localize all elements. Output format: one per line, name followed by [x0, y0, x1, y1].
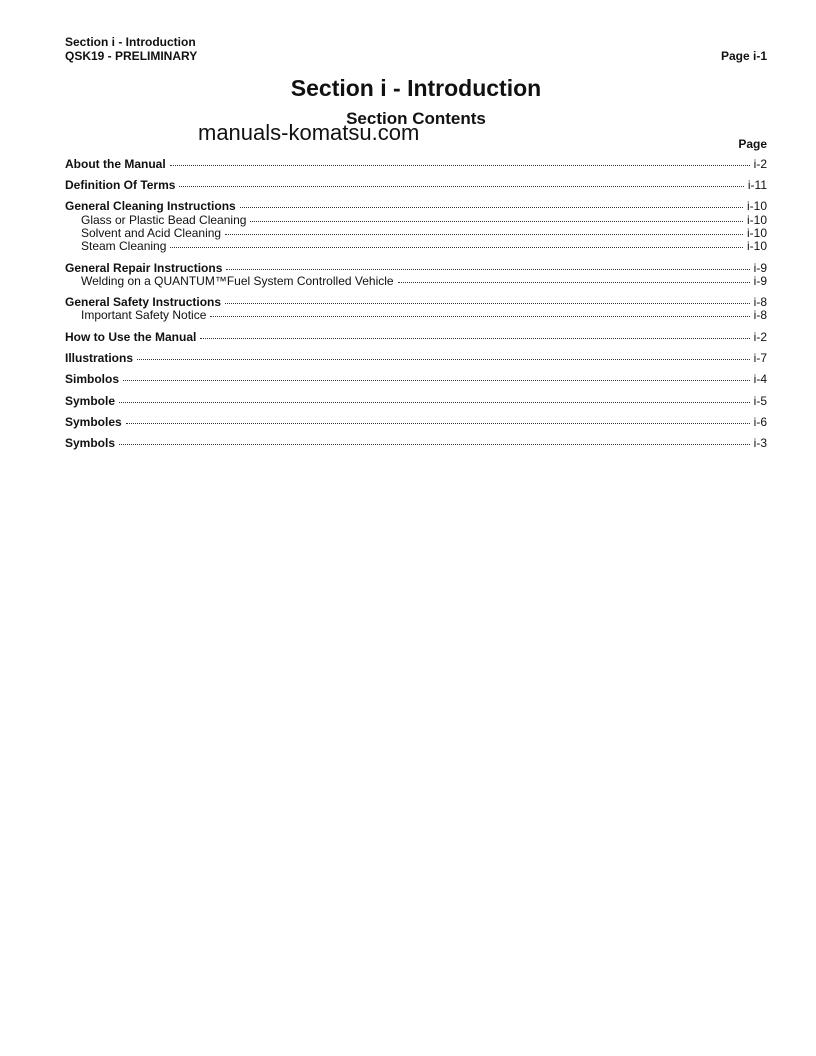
running-header-doc: QSK19 - PRELIMINARY [65, 49, 198, 63]
toc-entry[interactable] [65, 200, 767, 213]
dot-leader [225, 303, 750, 304]
toc-page: i-5 [753, 394, 767, 408]
dot-leader [240, 207, 743, 208]
dot-leader [179, 186, 743, 187]
toc-label: Welding on a QUANTUM™Fuel System Controlled Vehicle [81, 274, 394, 288]
toc-page: i-9 [753, 261, 767, 275]
toc-label: Solvent and Acid Cleaning [81, 226, 222, 240]
page-column-label: Page [738, 137, 767, 151]
toc-entry[interactable] [65, 416, 767, 429]
dot-leader [226, 269, 749, 270]
toc-subentry[interactable] [81, 240, 767, 253]
toc-label: Symbols [65, 436, 116, 450]
toc-page: i-10 [746, 213, 767, 227]
toc-label: Simbolos [65, 372, 120, 386]
toc-page: i-2 [753, 330, 767, 344]
page-title: Section i - Introduction [290, 75, 542, 101]
toc-page: i-6 [753, 415, 767, 429]
toc-entry[interactable] [65, 395, 767, 408]
toc-entry[interactable] [65, 437, 767, 450]
dot-leader [250, 221, 743, 222]
toc-page: i-9 [753, 274, 767, 288]
toc-page: i-7 [753, 351, 767, 365]
toc-label: General Safety Instructions [65, 295, 222, 309]
toc-entry[interactable] [65, 331, 767, 344]
toc-label: Symbole [65, 394, 116, 408]
toc-label: Steam Cleaning [81, 239, 167, 253]
toc-label: Symboles [65, 415, 122, 429]
dot-leader [200, 338, 749, 339]
toc-entry[interactable] [65, 179, 767, 192]
dot-leader [126, 423, 750, 424]
toc-page: i-2 [753, 157, 767, 171]
toc-label: How to Use the Manual [65, 330, 197, 344]
toc-page: i-11 [747, 178, 767, 192]
watermark: manuals-komatsu.com [198, 120, 420, 145]
toc-page: i-10 [746, 239, 767, 253]
toc-label: General Cleaning Instructions [65, 199, 236, 213]
toc-entry[interactable] [65, 352, 767, 365]
toc-label: General Repair Instructions [65, 261, 223, 275]
dot-leader [119, 444, 750, 445]
dot-leader [170, 165, 750, 166]
dot-leader [119, 402, 750, 403]
dot-leader [170, 247, 743, 248]
toc-page: i-8 [753, 295, 767, 309]
running-header-page: Page i-1 [720, 49, 767, 63]
toc-entry[interactable] [65, 373, 767, 386]
toc-page: i-4 [753, 372, 767, 386]
toc-label: Glass or Plastic Bead Cleaning [81, 213, 247, 227]
toc-label: Definition Of Terms [65, 178, 176, 192]
toc-label: Important Safety Notice [81, 308, 207, 322]
dot-leader [225, 234, 743, 235]
toc-subentry[interactable] [81, 275, 767, 288]
toc-label: Illustrations [65, 351, 134, 365]
dot-leader [123, 380, 750, 381]
toc-entry[interactable] [65, 158, 767, 171]
toc-subentry[interactable] [81, 227, 767, 240]
dot-leader [398, 282, 750, 283]
toc-page: i-10 [746, 199, 767, 213]
toc-page: i-3 [753, 436, 767, 450]
running-header-section: Section i - Introduction [65, 35, 196, 49]
toc-page: i-10 [746, 226, 767, 240]
section-contents-heading: Section Contents [346, 109, 486, 128]
dot-leader [210, 316, 749, 317]
dot-leader [137, 359, 750, 360]
toc-page: i-8 [753, 308, 767, 322]
toc-subentry[interactable] [81, 309, 767, 322]
toc-label: About the Manual [65, 157, 166, 171]
